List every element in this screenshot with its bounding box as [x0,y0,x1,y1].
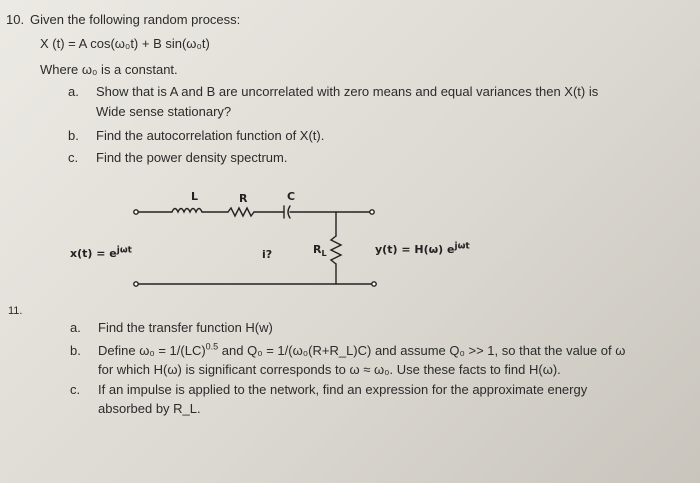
q11c-cont: absorbed by R_L. [98,401,201,416]
q11-number: 11. [8,305,23,317]
q10c-text: Find the power density spectrum. [96,150,288,165]
input-signal-exp: jωt [116,245,132,256]
input-signal-text: x(t) = e [70,247,117,260]
q10-where: Where ω₀ is a constant. [40,62,178,77]
q11b-label: b. [70,343,81,358]
q10-equation: X (t) = A cos(ω₀t) + B sin(ω₀t) [40,36,210,51]
output-signal-label [375,242,470,258]
q10b-text: Find the autocorrelation function of X(t). [96,128,325,143]
q11b-cont: for which H(ω) is significant corresponds to ω ≈ ω₀. Use these facts to find H(ω). [98,362,561,377]
load-resistor-label [313,242,327,262]
q10c-label: c. [68,150,79,165]
q11c-text: If an impulse is applied to the network, find an expression for the approximate energy [98,382,588,397]
resistor-zigzag [228,208,254,216]
current-label: i? [262,248,273,261]
q11b-text [98,343,625,359]
q10a-text: Show that is A and B are uncorrelated with zero means and equal variances then X(t) is [96,84,599,99]
q10a-cont: Wide sense stationary? [96,104,232,119]
load-resistor-text: R [313,243,322,256]
q11b-part1: Define ω₀ = 1/(LC) [98,343,206,358]
output-terminal-bottom [372,282,376,286]
load-resistor-sub: L [321,249,327,259]
capacitor-label: C [287,190,296,203]
q10-number: 10. [6,12,25,27]
q11c-label: c. [70,382,81,397]
q10a-label: a. [68,84,79,99]
output-signal-exp: jωt [454,241,470,252]
inductor-label: L [191,190,199,203]
load-resistor-zigzag [331,236,341,264]
resistor-label: R [239,192,248,205]
inductor-coil [172,209,202,213]
input-signal-label [70,246,132,262]
output-terminal-top [370,210,374,214]
q11b-sup: 0.5 [205,341,219,352]
q10-intro: Given the following random process: [30,12,241,27]
output-signal-text: y(t) = H(ω) e [375,243,455,256]
q11b-part2: and Q₀ = 1/(ω₀(R+R_L)C) and assume Q₀ >> 1, so that the value of ω [218,343,626,358]
q11a-text: Find the transfer function H(w) [98,320,273,335]
q10b-label: b. [68,128,79,143]
q11a-label: a. [70,320,81,335]
